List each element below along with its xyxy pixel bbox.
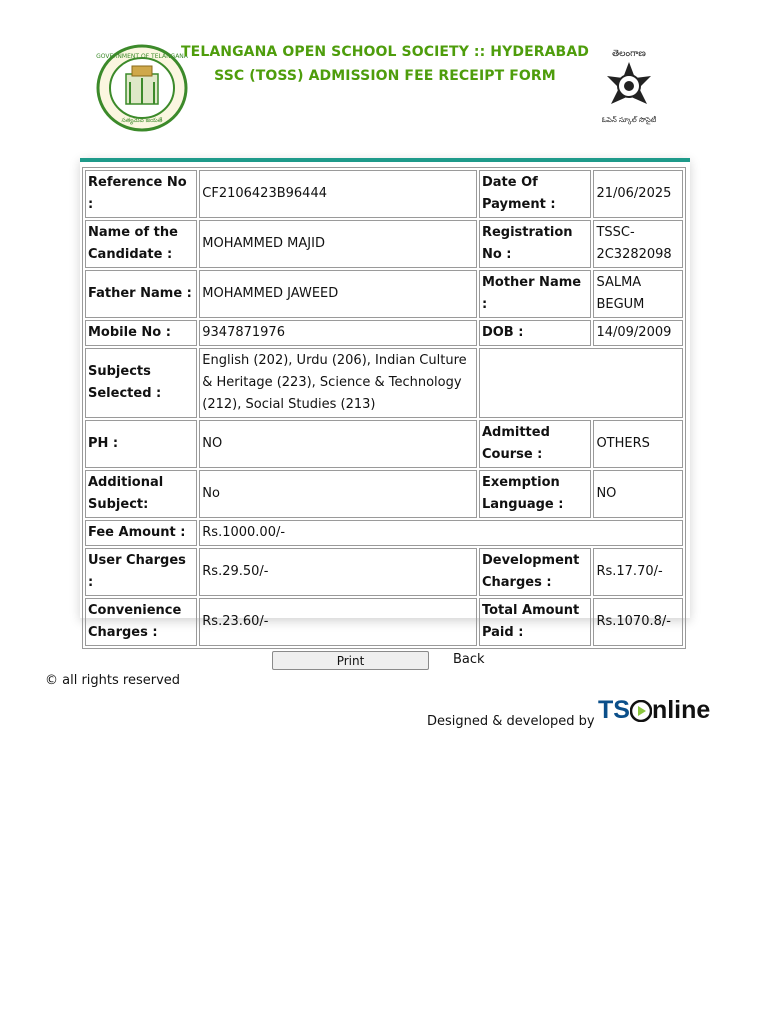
designed-by-text: Designed & developed by — [427, 714, 595, 729]
exemption-language-value: NO — [593, 470, 683, 518]
additional-subject-label: Additional Subject: — [85, 470, 197, 518]
mobile-no-label: Mobile No : — [85, 320, 197, 346]
table-row — [85, 548, 683, 596]
total-amount-paid-value: Rs.1070.8/- — [593, 598, 683, 646]
page-title-line2: SSC (TOSS) ADMISSION FEE RECEIPT FORM — [214, 68, 556, 84]
table-row — [85, 420, 683, 468]
subjects-empty-cell — [479, 348, 683, 418]
user-charges-label: User Charges : — [85, 548, 197, 596]
reference-no-label: Reference No : — [85, 170, 197, 218]
table-row — [85, 270, 683, 318]
svg-text:GOVERNMENT OF TELANGANA: GOVERNMENT OF TELANGANA — [96, 53, 188, 60]
user-charges-value: Rs.29.50/- — [199, 548, 477, 596]
receipt-card — [80, 158, 690, 640]
father-name-label: Father Name : — [85, 270, 197, 318]
subjects-value: English (202), Urdu (206), Indian Culture & Heritage (223), Science & Technology (212), Social Studies (213) — [199, 348, 477, 418]
svg-text:సత్యమేవ జయతే: సత్యమేవ జయతే — [121, 117, 163, 124]
mother-name-value: SALMA BEGUM — [593, 270, 683, 318]
subjects-label: Subjects Selected : — [85, 348, 197, 418]
registration-no-label: Registration No : — [479, 220, 591, 268]
development-charges-label: Development Charges : — [479, 548, 591, 596]
admitted-course-label: Admitted Course : — [479, 420, 591, 468]
table-row — [85, 520, 683, 546]
svg-text:తెలంగాణ: తెలంగాణ — [612, 49, 646, 59]
dob-value: 14/09/2009 — [593, 320, 683, 346]
ph-value: NO — [199, 420, 477, 468]
date-of-payment-label: Date Of Payment : — [479, 170, 591, 218]
table-row — [85, 348, 683, 418]
dob-label: DOB : — [479, 320, 591, 346]
exemption-language-label: Exemption Language : — [479, 470, 591, 518]
page-title-line1: TELANGANA OPEN SCHOOL SOCIETY :: HYDERABAD — [181, 44, 589, 60]
mobile-no-value: 9347871976 — [199, 320, 477, 346]
date-of-payment-value: 21/06/2025 — [593, 170, 683, 218]
receipt-table — [82, 167, 686, 649]
candidate-name-label: Name of the Candidate : — [85, 220, 197, 268]
development-charges-value: Rs.17.70/- — [593, 548, 683, 596]
convenience-charges-label: Convenience Charges : — [85, 598, 197, 646]
back-link[interactable]: Back — [453, 652, 485, 667]
page-header — [0, 0, 768, 150]
candidate-name-value: MOHAMMED MAJID — [199, 220, 477, 268]
table-row — [85, 170, 683, 218]
father-name-value: MOHAMMED JAWEED — [199, 270, 477, 318]
reference-no-value: CF2106423B96444 — [199, 170, 477, 218]
tsonline-logo[interactable] — [598, 696, 710, 730]
table-row — [85, 320, 683, 346]
print-button[interactable]: Print — [272, 651, 429, 670]
play-icon — [630, 700, 652, 722]
table-row — [85, 598, 683, 646]
fee-amount-label: Fee Amount : — [85, 520, 197, 546]
additional-subject-value: No — [199, 470, 477, 518]
table-row — [85, 470, 683, 518]
toss-emblem-icon — [582, 44, 676, 126]
admitted-course-value: OTHERS — [593, 420, 683, 468]
brand-online-text: nline — [651, 696, 711, 724]
total-amount-paid-label: Total Amount Paid : — [479, 598, 591, 646]
fee-amount-value: Rs.1000.00/- — [199, 520, 683, 546]
registration-no-value: TSSC-2C3282098 — [593, 220, 683, 268]
convenience-charges-value: Rs.23.60/- — [199, 598, 477, 646]
copyright-text: © all rights reserved — [45, 673, 181, 688]
brand-ts-text: TS — [598, 696, 630, 724]
ph-label: PH : — [85, 420, 197, 468]
svg-text:ఓపెన్ స్కూల్ సొసైటీ: ఓపెన్ స్కూల్ సొసైటీ — [601, 116, 657, 124]
mother-name-label: Mother Name : — [479, 270, 591, 318]
telangana-government-emblem-icon — [96, 44, 188, 132]
table-row — [85, 220, 683, 268]
